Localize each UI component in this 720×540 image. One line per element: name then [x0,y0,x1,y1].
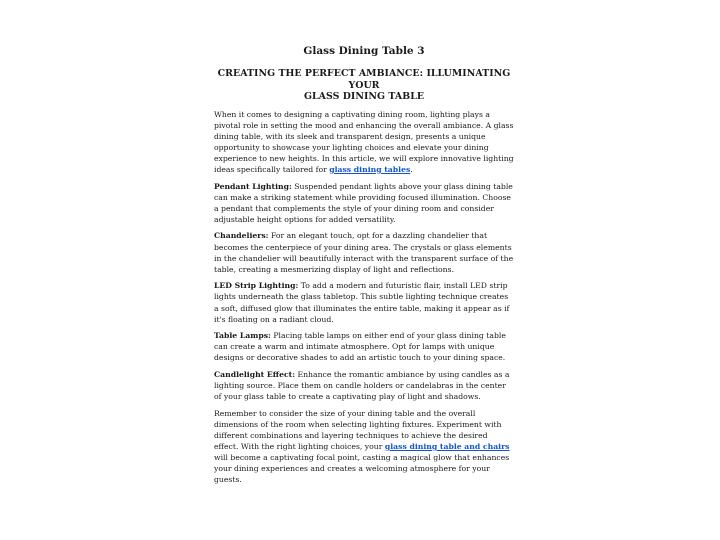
document-title: Glass Dining Table 3 [303,45,425,57]
closing-paragraph [214,408,514,486]
section-label: LED Strip Lighting: [214,281,299,291]
section-chandeliers [214,230,514,274]
closing-text: Remember to consider the size of your dining table and the overall dimensions of the room when selecting lighting fixtures. Experiment with different combinations and layering techniques to achieve the desired effect. With the right lighting choices, your [214,408,502,452]
glass-dining-tables-link[interactable]: glass dining tables [329,164,411,174]
section-pendant-lighting [214,181,514,225]
document-content [214,45,514,491]
glass-dining-table-and-chairs-link[interactable]: glass dining table and chairs [384,442,510,452]
section-led-strip-lighting [214,280,514,324]
article-heading-line-2: GLASS DINING TABLE [303,91,425,102]
section-label: Candlelight Effect: [214,369,296,379]
section-text: To add a modern and futuristic flair, install LED strip lights underneath the glass tabletop. This subtle lighting technique creates a soft, diffused glow that illuminates the entire table, making it appear as if it's floating on a radiant cloud. [214,281,510,324]
article-heading-line-1: CREATING THE PERFECT AMBIANCE: ILLUMINATING YOUR [217,68,511,91]
section-candlelight-effect [214,369,514,402]
intro-end: . [410,164,413,174]
section-table-lamps [214,330,514,363]
intro-text: When it comes to designing a captivating dining room, lighting plays a pivotal role in setting the mood and enhancing the overall ambiance. A glass dining table, with its sleek and transparent design, presents a unique opportunity to showcase your lighting choices and elevate your dining experience to new heights. In this article, we will explore innovative lighting ideas specifically tailored for [214,109,514,174]
article-heading [214,68,514,103]
section-label: Chandeliers: [214,231,269,241]
intro-paragraph [214,109,514,176]
section-text: Enhance the romantic ambiance by using candles as a lighting source. Place them on candle holders or candelabras in the center of your glass table to create a captivating play of light and shadows. [214,369,510,402]
section-label: Pendant Lighting: [214,181,292,191]
section-label: Table Lamps: [214,331,271,341]
section-text: Placing table lamps on either end of your glass dining table can create a warm and intimate atmosphere. Opt for lamps with unique designs or decorative shades to add an artistic touch to your dining space. [214,331,506,363]
closing-end: will become a captivating focal point, casting a magical glow that enhances your dining experiences and creates a welcoming atmosphere for your guests. [214,453,510,485]
section-text: Suspended pendant lights above your glass dining table can make a striking statement while providing focused illumination. Choose a pendant that complements the style of your dining room and consider adjustable height options for added versatility. [214,181,513,224]
section-text: For an elegant touch, opt for a dazzling chandelier that becomes the centerpiece of your dining area. The crystals or glass elements in the chandelier will beautifully interact with the transparent surface of the table, creating a mesmerizing display of light and reflections. [214,231,514,274]
